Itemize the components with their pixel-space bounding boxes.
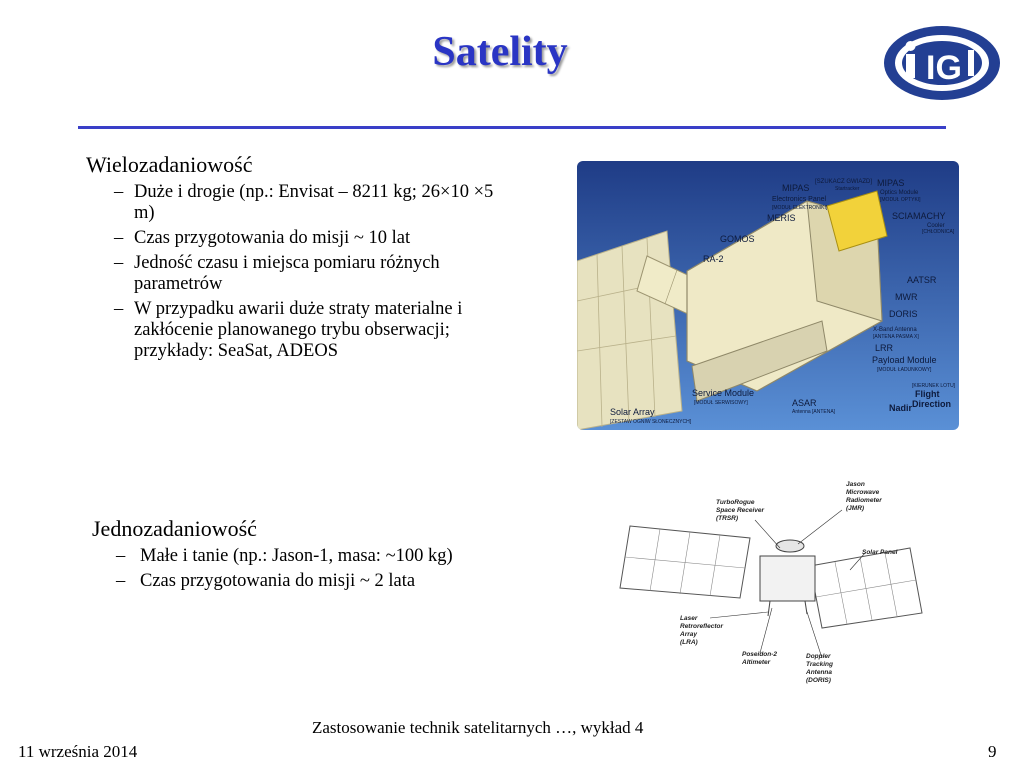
label-solar: Solar Array	[610, 407, 655, 417]
label-lra-2: Retroreflector	[680, 623, 723, 630]
dash-marker: –	[116, 571, 126, 591]
label-mwr: MWR	[895, 292, 918, 302]
list-item: – Duże i drogie (np.: Envisat – 8211 kg; 26×10 ×5 m)	[114, 182, 494, 223]
logo-text: IG	[926, 49, 962, 87]
dash-marker: –	[114, 182, 124, 202]
label-flight: Flight	[915, 389, 940, 399]
label-mipas-panel-sub: Electronics Panel	[772, 196, 827, 203]
label-mipas-panel-pl: [MODUŁ ELEKTRONIKI]	[772, 205, 828, 211]
jason-illustration	[610, 478, 926, 696]
label-meris: MERIS	[767, 213, 796, 223]
list-item: – Małe i tanie (np.: Jason-1, masa: ~100 kg)	[116, 546, 453, 566]
label-cooler: Cooler	[927, 223, 945, 229]
label-service-pl: [MODUŁ SERWISOWY]	[694, 400, 748, 406]
label-lra-4: (LRA)	[680, 639, 698, 646]
label-startracker: Startracker	[835, 186, 860, 192]
label-mipas-panel: MIPAS	[782, 183, 810, 193]
multi-task-bullets	[86, 182, 516, 362]
label-trsr-2: Space Receiver	[716, 507, 765, 514]
list-item: – W przypadku awarii duże straty materialne i zakłócenie planowanego trybu obserwacji; przykłady: SeaSat, ADEOS	[114, 299, 463, 361]
label-lrr: LRR	[875, 343, 894, 353]
label-gomos: GOMOS	[720, 234, 755, 244]
multi-task-section	[86, 152, 516, 366]
single-task-heading: Jednozadaniowość	[92, 516, 257, 541]
label-trsr-1: TurboRogue	[716, 499, 755, 506]
page-number: 9	[988, 742, 997, 761]
label-xband: X-Band Antenna	[873, 327, 917, 333]
label-jmr-2: Microwave	[846, 489, 880, 496]
label-xband-pl: [ANTENA PASMA X]	[873, 334, 919, 340]
label-doris-4: (DORIS)	[806, 677, 831, 684]
footer-course: Zastosowanie technik satelitarnych …, wykład 4	[312, 718, 644, 737]
multi-task-heading: Wielozadaniowość	[86, 152, 253, 177]
label-cooler-pl: [CHŁODNICA]	[922, 229, 955, 235]
label-mipas-optics: MIPAS	[877, 178, 905, 188]
label-jmr-1: Jason	[846, 481, 865, 488]
dash-marker: –	[114, 228, 124, 248]
label-lra-3: Array	[680, 631, 697, 638]
label-flight-pl: [KIERUNEK LOTU]	[912, 383, 956, 389]
dash-marker: –	[116, 546, 126, 566]
list-item: – Czas przygotowania do misji ~ 2 lata	[116, 571, 416, 591]
envisat-illustration	[577, 161, 959, 430]
label-jmr-4: (JMR)	[846, 505, 865, 512]
single-task-section	[92, 516, 542, 596]
label-doris-1: Doppler	[806, 653, 831, 660]
label-lra-1: Laser	[680, 615, 698, 622]
label-payload-pl: [MODUŁ ŁADUNKOWY]	[877, 367, 932, 373]
label-ra2: RA-2	[703, 254, 724, 264]
label-poseidon-1: Poseidon-2	[742, 651, 778, 658]
dash-marker: –	[114, 253, 124, 273]
list-item: – Czas przygotowania do misji ~ 10 lat	[114, 228, 411, 248]
footer-date: 11 września 2014	[18, 742, 138, 761]
label-nadir: Nadir	[889, 403, 913, 413]
label-doris-3: Antenna	[806, 669, 832, 676]
label-service: Service Module	[692, 388, 755, 398]
label-aatsr: AATSR	[907, 275, 937, 285]
label-mipas-optics-pl: [MODUŁ OPTYKI]	[880, 197, 921, 203]
label-solar-panel: Solar Panel	[862, 549, 898, 556]
slide-title: Satelity	[432, 29, 568, 75]
list-item: – Jedność czasu i miejsca pomiaru różnych parametrów	[114, 253, 440, 294]
institution-logo	[882, 24, 1002, 102]
label-trsr-3: (TRSR)	[716, 515, 739, 522]
title-divider	[78, 126, 946, 129]
label-mipas-optics-sub: Optics Module	[880, 190, 919, 196]
label-sciamachy: SCIAMACHY	[892, 211, 946, 221]
label-payload: Payload Module	[872, 355, 937, 365]
single-task-bullets	[92, 546, 542, 592]
label-direction: Direction	[912, 399, 952, 409]
label-solar-pl: [ZESTAW OGNIW SŁONECZNYCH]	[610, 419, 692, 425]
label-jmr-3: Radiometer	[846, 497, 882, 504]
dash-marker: –	[114, 299, 124, 319]
label-asar-sub: Antenna [ANTENA]	[792, 409, 836, 415]
label-asar: ASAR	[792, 398, 817, 408]
label-doris: DORIS	[889, 309, 918, 319]
label-doris-2: Tracking	[806, 661, 833, 668]
label-startracker-pl: [SZUKACZ GWIAZD]	[815, 179, 872, 185]
label-poseidon-2: Altimeter	[742, 659, 771, 666]
